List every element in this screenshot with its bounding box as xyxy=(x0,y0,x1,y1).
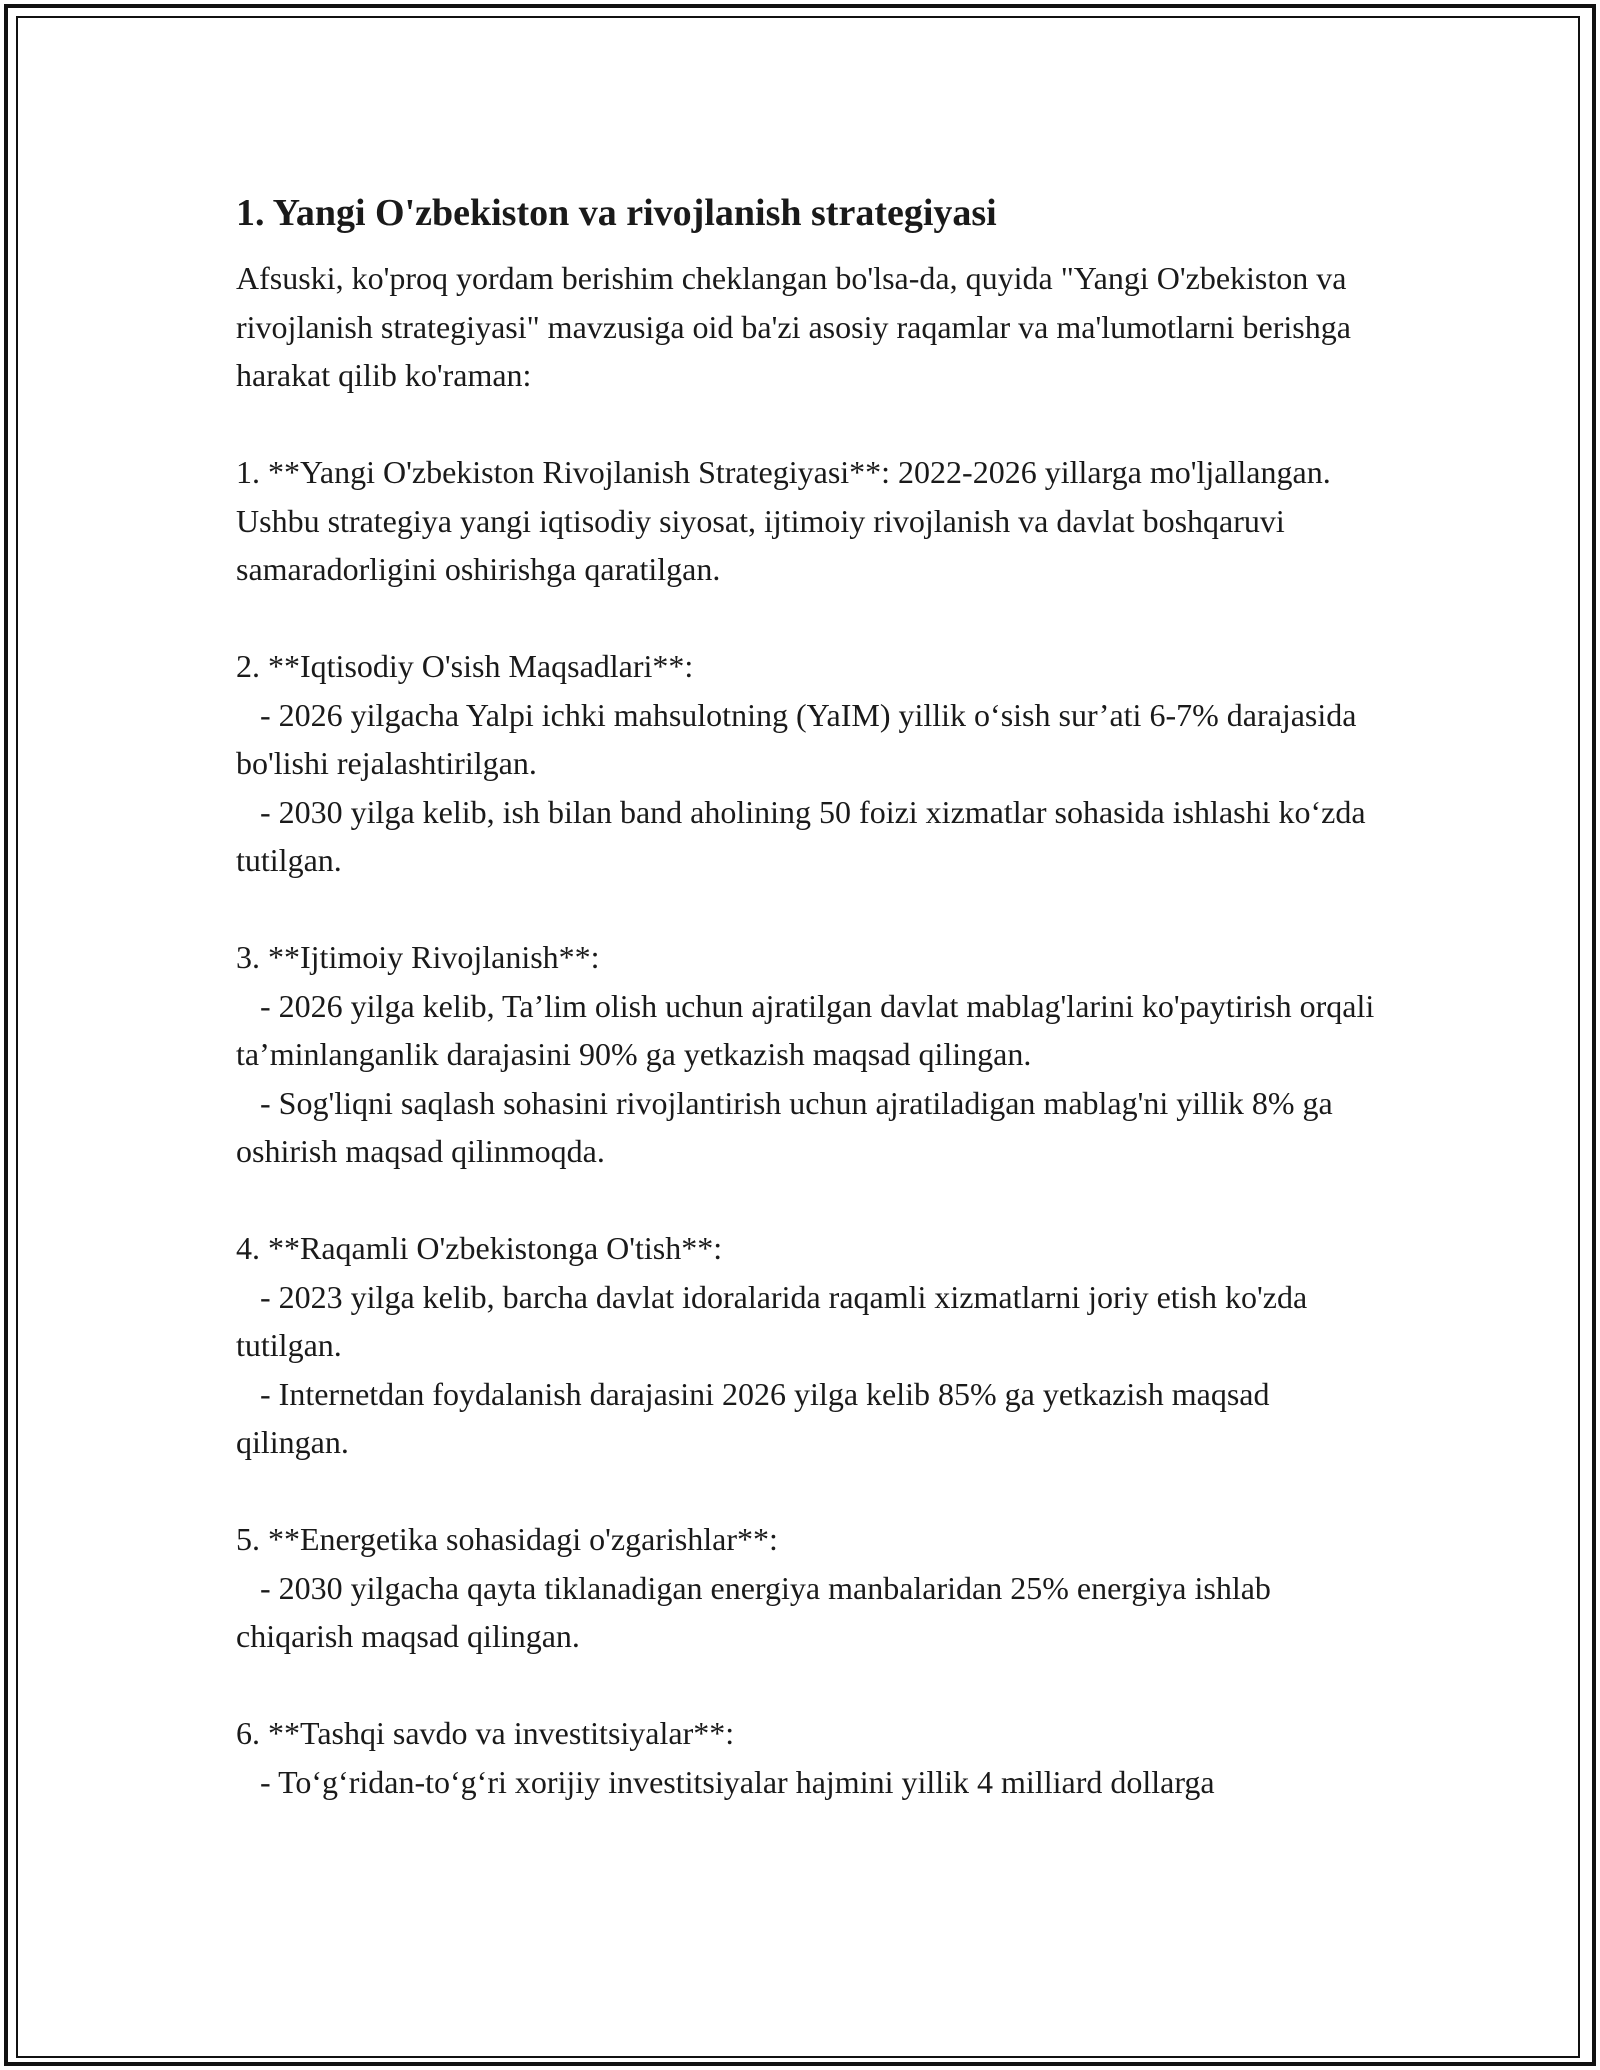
section-2 xyxy=(236,642,1386,885)
list-item: - Internetdan foydalanish darajasini 2026 yilga kelib 85% ga yetkazish maqsad qilingan. xyxy=(236,1375,1270,1460)
list-item: - 2026 yilga kelib, Ta’lim olish uchun ajratilgan davlat mablag'larini ko'paytirish orqali ta’minlanganlik darajasini 90% ga yetkazish maqsad qilingan. xyxy=(236,987,1375,1072)
section-1 xyxy=(236,448,1386,594)
list-item: - To‘g‘ridan-to‘g‘ri xorijiy investitsiyalar hajmini yillik 4 milliard dollarga xyxy=(260,1763,1215,1800)
document-heading: 1. Yangi O'zbekiston va rivojlanish strategiyasi xyxy=(236,192,997,234)
paragraph-gap xyxy=(236,1467,1386,1516)
section-title: 5. **Energetika sohasidagi o'zgarishlar**: xyxy=(236,1521,778,1557)
section-title: 4. **Raqamli O'zbekistonga O'tish**: xyxy=(236,1230,723,1266)
section-title: 6. **Tashqi savdo va investitsiyalar**: xyxy=(236,1715,735,1751)
section-4 xyxy=(236,1224,1386,1467)
section-3 xyxy=(236,933,1386,1176)
list-item: - 2023 yilga kelib, barcha davlat idoralarida raqamli xizmatlarni joriy etish ko'zda tutilgan. xyxy=(236,1278,1308,1363)
list-item: - 2030 yilgacha qayta tiklanadigan energiya manbalaridan 25% energiya ishlab chiqarish maqsad qilingan. xyxy=(236,1569,1271,1654)
intro-paragraph: Afsuski, ko'proq yordam berishim cheklangan bo'lsa-da, quyida "Yangi O'zbekiston va rivojlanish strategiyasi" mavzusiga oid ba'zi asosiy raqamlar va ma'lumotlarni berishga harakat qilib ko'raman: xyxy=(236,260,1351,393)
section-title: 3. **Ijtimoiy Rivojlanish**: xyxy=(236,939,600,975)
list-item: - Sog'liqni saqlash sohasini rivojlantirish uchun ajratiladigan mablag'ni yillik 8% ga oshirish maqsad qilinmoqda. xyxy=(236,1084,1333,1169)
section-title: 1. **Yangi O'zbekiston Rivojlanish Strategiyasi**: 2022-2026 yillarga mo'ljallangan. Ushbu strategiya yangi iqtisodiy siyosat, ijtimoiy rivojlanish va davlat boshqaruvi samaradorligini oshirishga qaratilgan. xyxy=(236,454,1331,587)
paragraph-gap xyxy=(236,1176,1386,1225)
list-item: - 2026 yilgacha Yalpi ichki mahsulotning (YaIM) yillik o‘sish sur’ati 6-7% darajasida bo'lishi rejalashtirilgan. xyxy=(236,696,1357,781)
paragraph-gap xyxy=(236,885,1386,934)
section-5 xyxy=(236,1515,1386,1661)
section-title: 2. **Iqtisodiy O'sish Maqsadlari**: xyxy=(236,648,694,684)
document-body xyxy=(236,186,1386,1806)
section-6 xyxy=(236,1709,1386,1806)
paragraph-gap xyxy=(236,1661,1386,1710)
paragraph-gap xyxy=(236,400,1386,449)
list-item: - 2030 yilga kelib, ish bilan band aholining 50 foizi xizmatlar sohasida ishlashi ko‘zda tutilgan. xyxy=(236,793,1366,878)
paragraph-gap xyxy=(236,594,1386,643)
